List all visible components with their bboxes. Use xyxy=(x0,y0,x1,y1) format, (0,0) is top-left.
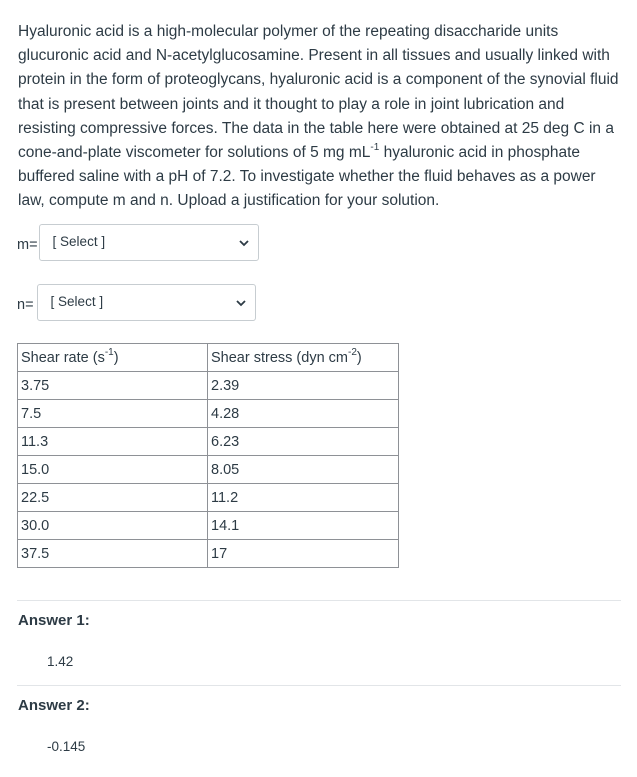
n-dropdown[interactable] xyxy=(37,284,256,321)
answer-2-value: -0.145 xyxy=(47,739,86,754)
chevron-down-icon xyxy=(235,297,247,309)
shear-rate-cell: 11.3 xyxy=(18,428,208,456)
table-row xyxy=(18,428,399,456)
table-row xyxy=(18,372,399,400)
m-dropdown[interactable] xyxy=(39,224,259,261)
question-superscript: -1 xyxy=(370,141,380,153)
shear-rate-cell: 37.5 xyxy=(18,540,208,568)
answer-1-title: Answer 1: xyxy=(18,612,90,629)
n-dropdown-value: [ Select ] xyxy=(50,294,104,309)
question-text xyxy=(18,20,624,214)
shear-stress-cell: 4.28 xyxy=(208,400,399,428)
answer-1-value: 1.42 xyxy=(47,654,74,669)
answer-2-title: Answer 2: xyxy=(18,697,90,714)
shear-stress-cell: 17 xyxy=(208,540,399,568)
question-text-part2: hyaluronic acid in phosphate buffered saline with a pH of 7.2. To investigate whether the fluid behaves as a power law, compute m and n. Upload a justification for your solution. xyxy=(18,144,596,210)
shear-stress-cell: 14.1 xyxy=(208,512,399,540)
chevron-down-icon xyxy=(238,237,250,249)
n-select-row xyxy=(17,284,256,321)
shear-stress-cell: 8.05 xyxy=(208,456,399,484)
table-header-row xyxy=(18,344,399,372)
table-row xyxy=(18,400,399,428)
shear-rate-cell: 3.75 xyxy=(18,372,208,400)
shear-rate-cell: 7.5 xyxy=(18,400,208,428)
shear-stress-cell: 2.39 xyxy=(208,372,399,400)
table-row xyxy=(18,456,399,484)
table-row xyxy=(18,484,399,512)
n-label: n= xyxy=(17,297,34,313)
table-row xyxy=(18,540,399,568)
shear-stress-cell: 6.23 xyxy=(208,428,399,456)
divider xyxy=(17,685,621,686)
m-label: m= xyxy=(17,237,38,253)
header-shear-stress: Shear stress (dyn $cm^{-2}$) xyxy=(208,344,399,372)
m-dropdown-value: [ Select ] xyxy=(52,234,106,249)
shear-stress-cell: 11.2 xyxy=(208,484,399,512)
table-row xyxy=(18,512,399,540)
data-table xyxy=(17,343,399,568)
question-text-part1: Hyaluronic acid is a high-molecular polymer of the repeating disaccharide units glucuronic acid and N-acetylglucosamine. Present in all tissues and usually linked with protein in the form of proteoglycans, hyaluronic acid is a component of the synovial fluid that is present between joints and it thought to play a role in joint lubrication and resisting compressive forces. The data in the table here were obtained at 25 deg C in a cone-and-plate viscometer for solutions of 5 mg mL xyxy=(18,23,619,162)
shear-rate-cell: 15.0 xyxy=(18,456,208,484)
divider xyxy=(17,600,621,601)
header-shear-rate: Shear rate $(s^{-1})$ xyxy=(18,344,208,372)
shear-rate-cell: 22.5 xyxy=(18,484,208,512)
m-select-row xyxy=(17,224,259,261)
shear-rate-cell: 30.0 xyxy=(18,512,208,540)
